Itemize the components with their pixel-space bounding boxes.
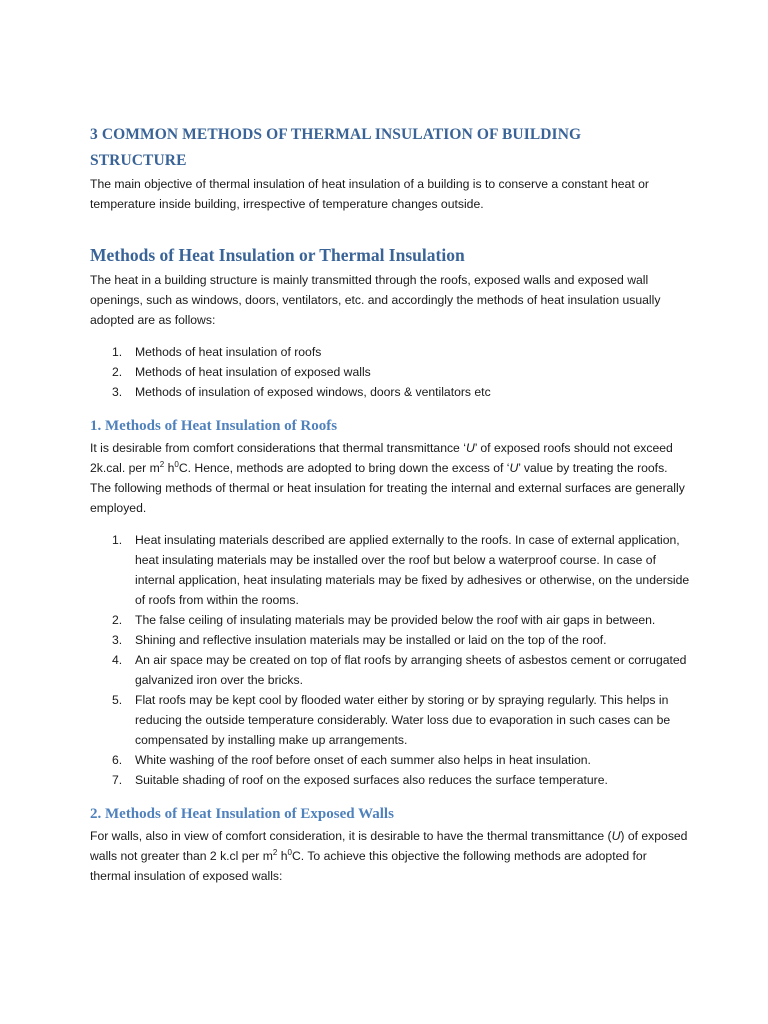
list-text: An air space may be created on top of flat roofs by arranging sheets of asbestos cement or corrugated galvanized iron over the bricks. bbox=[135, 653, 687, 687]
list-item bbox=[90, 630, 690, 650]
title-line-1: 3 COMMON METHODS OF THERMAL INSULATION OF BUILDING bbox=[90, 126, 582, 143]
superscript: 0 bbox=[174, 460, 179, 469]
intro-paragraph: The main objective of thermal insulation of heat insulation of a building is to conserve a constant heat or temperature inside building, irrespective of temperature changes outside. bbox=[90, 177, 649, 211]
text-run: It is desirable from comfort considerations that thermal transmittance ‘ bbox=[90, 441, 466, 455]
list-number: 3. bbox=[112, 385, 123, 399]
text-run: ’ value by treating the roofs. The following methods of thermal or heat insulation for treating the internal and external surfaces are generally employed. bbox=[90, 461, 685, 515]
walls-paragraph bbox=[90, 826, 690, 886]
text-run: ’ of exposed roofs should not exceed 2k.cal. per m bbox=[90, 441, 673, 475]
list-item bbox=[90, 650, 690, 690]
list-number: 1. bbox=[112, 345, 123, 359]
list-number: 5. bbox=[112, 693, 123, 707]
title-line-2: STRUCTURE bbox=[90, 152, 187, 169]
list-item bbox=[90, 342, 690, 362]
u-symbol: U bbox=[465, 441, 475, 455]
list-number: 6. bbox=[112, 753, 123, 767]
walls-heading: 2. Methods of Heat Insulation of Exposed Walls bbox=[90, 806, 394, 822]
section-heading: Methods of Heat Insulation or Thermal Insulation bbox=[90, 245, 465, 265]
text-run: h bbox=[277, 849, 288, 863]
list-text: White washing of the roof before onset of each summer also helps in heat insulation. bbox=[135, 753, 591, 767]
list-number: 7. bbox=[112, 773, 123, 787]
list-number: 2. bbox=[112, 613, 123, 627]
list-number: 4. bbox=[112, 653, 123, 667]
text-run: ) of exposed walls not greater than 2 k.cl per m bbox=[90, 829, 688, 863]
list-text: Flat roofs may be kept cool by flooded water either by storing or by spraying regularly. This helps in reducing the outside temperature considerably. Water loss due to evaporation in such cases can be compensated by installing make up arrangements. bbox=[135, 693, 671, 747]
list-number: 3. bbox=[112, 633, 123, 647]
list-item bbox=[90, 382, 690, 402]
text-run: h bbox=[164, 461, 175, 475]
u-symbol: U bbox=[509, 461, 519, 475]
text-run: C. Hence, methods are adopted to bring down the excess of ‘ bbox=[178, 461, 510, 475]
list-item bbox=[90, 362, 690, 382]
list-item bbox=[90, 530, 690, 610]
list-text: Methods of insulation of exposed windows, doors & ventilators etc bbox=[135, 385, 491, 399]
superscript: 2 bbox=[272, 848, 278, 857]
list-number: 2. bbox=[112, 365, 123, 379]
list-number: 1. bbox=[112, 533, 123, 547]
u-symbol: U bbox=[611, 829, 621, 843]
list-item bbox=[90, 610, 690, 630]
list-item bbox=[90, 690, 690, 750]
roofs-methods-list bbox=[90, 530, 690, 790]
section-paragraph: The heat in a building structure is mainly transmitted through the roofs, exposed walls and exposed wall openings, such as windows, doors, ventilators, etc. and accordingly the methods of heat insulation usually adopted are as follows: bbox=[90, 273, 661, 327]
text-run: C. To achieve this objective the following methods are adopted for thermal insulation of exposed walls: bbox=[90, 849, 647, 883]
list-item bbox=[90, 750, 690, 770]
list-text: Heat insulating materials described are applied externally to the roofs. In case of external application, heat insulating materials may be installed over the roof but below a waterproof course. In case of internal application, heat insulating materials may be fixed by adhesives or otherwise, on the underside of roofs from within the rooms. bbox=[135, 533, 690, 607]
roofs-paragraph bbox=[90, 438, 690, 518]
list-item bbox=[90, 770, 690, 790]
document-title bbox=[90, 122, 690, 174]
list-text: Methods of heat insulation of exposed walls bbox=[135, 365, 371, 379]
list-text: Shining and reflective insulation materials may be installed or laid on the top of the roof. bbox=[135, 633, 607, 647]
superscript: 2 bbox=[159, 460, 165, 469]
methods-list bbox=[90, 342, 690, 402]
list-text: The false ceiling of insulating materials may be provided below the roof with air gaps in between. bbox=[135, 613, 656, 627]
superscript: 0 bbox=[287, 848, 292, 857]
document-body bbox=[90, 122, 690, 886]
list-text: Suitable shading of roof on the exposed surfaces also reduces the surface temperature. bbox=[135, 773, 608, 787]
roofs-heading: 1. Methods of Heat Insulation of Roofs bbox=[90, 418, 338, 434]
text-run: For walls, also in view of comfort consideration, it is desirable to have the thermal transmittance ( bbox=[90, 829, 612, 843]
list-text: Methods of heat insulation of roofs bbox=[135, 345, 322, 359]
